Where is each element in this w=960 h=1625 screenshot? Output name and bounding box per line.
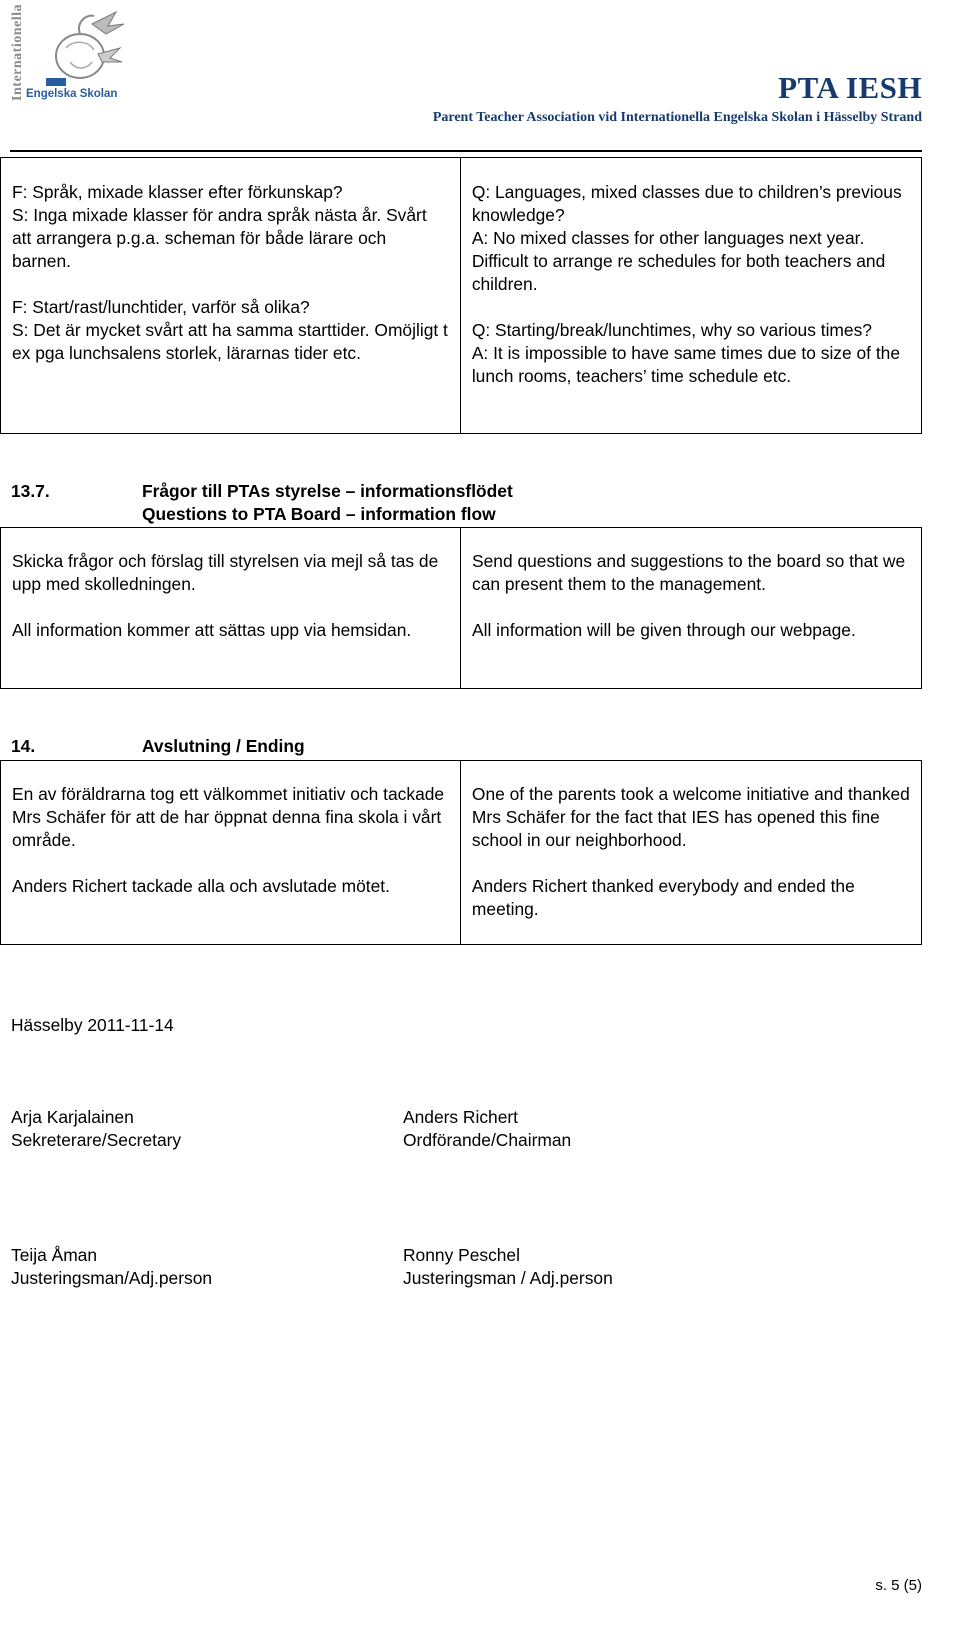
signatory-role: Ordförande/Chairman [403, 1130, 572, 1150]
logo-side-text: Internationella [10, 4, 25, 101]
header-subtitle: Parent Teacher Association vid Internationella Engelska Skolan i Hässelby Strand [432, 110, 922, 125]
signatory-name: Teija Åman [11, 1245, 98, 1265]
paragraph: One of the parents took a welcome initiative and thanked Mrs Schäfer for the fact that IES has opened this fine school in our neighborhood. [471, 784, 910, 850]
signatory-role: Justeringsman/Adj.person [11, 1268, 213, 1288]
signatory-role: Justeringsman / Adj.person [403, 1268, 613, 1288]
paragraph: Anders Richert thanked everybody and ended the meeting. [471, 876, 855, 919]
paragraph: F: Språk, mixade klasser efter förkunskap? S: Inga mixade klasser för andra språk nästa år. Svårt att arrangera p.g.a. scheman för både lärare och barnen. [12, 182, 427, 271]
signatory-name: Ronny Peschel [403, 1245, 520, 1265]
signature-block [11, 1244, 212, 1290]
table-cell-english [460, 158, 921, 434]
signatory-name: Arja Karjalainen [11, 1107, 134, 1127]
table-cell-swedish [1, 528, 461, 689]
section-heading-13-7 [11, 480, 513, 526]
apple-bird-logo-icon [36, 4, 128, 88]
info-flow-table [0, 527, 922, 689]
paragraph: Q: Starting/break/lunchtimes, why so various times? A: It is impossible to have same times due to size of the lunch rooms, teachers’ time schedule etc. [471, 320, 901, 386]
paragraph: En av föräldrarna tog ett välkommet initiativ och tackade Mrs Schäfer för att de har öppnat denna fina skola i vårt område. [12, 784, 445, 850]
section-number: 14. [11, 736, 36, 756]
header-title: PTA IESH [778, 70, 922, 105]
section-title-sv: Frågor till PTAs styrelse – informationsflödet [142, 481, 513, 501]
school-logo [8, 0, 128, 110]
signatory-name: Anders Richert [403, 1107, 519, 1127]
paragraph: Q: Languages, mixed classes due to children’s previous knowledge? A: No mixed classes for other languages next year. Difficult to arrange re schedules for both teachers and children. [471, 182, 902, 294]
section-number: 13.7. [11, 481, 50, 501]
section-title: Avslutning / Ending [142, 736, 305, 756]
page-number: s. 5 (5) [875, 1577, 922, 1594]
table-cell-english [460, 761, 921, 945]
signatory-role: Sekreterare/Secretary [11, 1130, 182, 1150]
logo-subtitle: Engelska Skolan [26, 88, 118, 100]
section-title-en: Questions to PTA Board – information flow [142, 504, 496, 524]
signature-block [11, 1106, 181, 1152]
header-divider [10, 150, 922, 152]
paragraph: F: Start/rast/lunchtider, varför så olika? S: Det är mycket svårt att ha samma starttider. Omöjligt t ex pga lunchsalens storlek, lärarnas tider etc. [12, 297, 448, 363]
table-cell-swedish [1, 761, 461, 945]
paragraph: Anders Richert tackade alla och avslutade mötet. [12, 876, 390, 896]
table-cell-english [461, 528, 922, 689]
table-cell-swedish [1, 158, 461, 434]
ending-table [0, 760, 922, 945]
paragraph: All information kommer att sättas upp via hemsidan. [12, 620, 412, 640]
paragraph: All information will be given through our webpage. [472, 620, 856, 640]
place-date: Hässelby 2011-11-14 [11, 1015, 174, 1035]
section-heading-14 [11, 735, 305, 758]
paragraph: Send questions and suggestions to the board so that we can present them to the management. [472, 551, 906, 594]
qa-table [0, 157, 922, 434]
paragraph: Skicka frågor och förslag till styrelsen via mejl så tas de upp med skolledningen. [12, 551, 439, 594]
signature-block [403, 1244, 613, 1290]
signature-block [403, 1106, 571, 1152]
